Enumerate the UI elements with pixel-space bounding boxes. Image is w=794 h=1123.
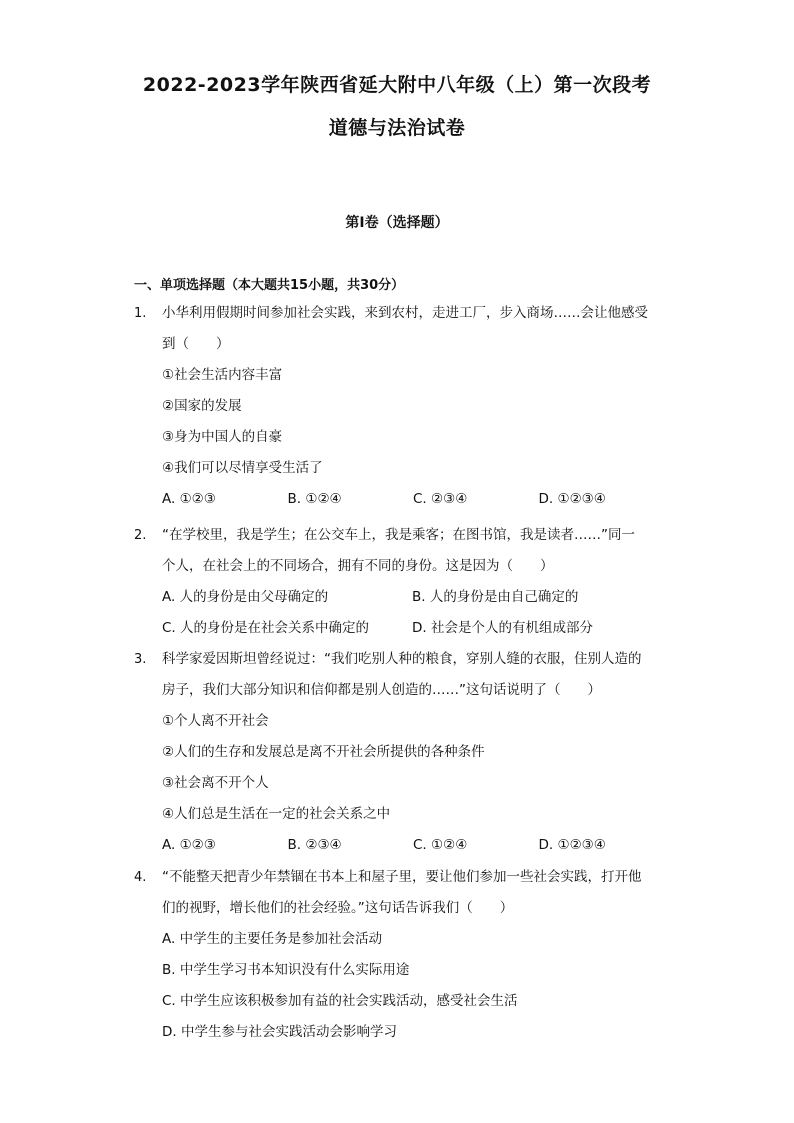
question-stem-line: 到（ ） xyxy=(162,336,230,352)
question-stem-line: 房子，我们大部分知识和信仰都是别人创造的……”这句话说明了（ ） xyxy=(162,682,601,698)
option-c[interactable]: C. ②③④ xyxy=(413,491,468,507)
answer-options xyxy=(162,582,664,613)
option-d[interactable]: D. 社会是个人的有机组成部分 xyxy=(412,620,593,636)
option-b[interactable]: B. 人的身份是由自己确定的 xyxy=(412,589,579,605)
question-number: 3. xyxy=(134,652,147,667)
exam-title: 2022-2023学年陕西省延大附中八年级（上）第一次段考 xyxy=(142,74,652,96)
statement-item: ②人们的生存和发展总是离不开社会所提供的各种条件 xyxy=(162,744,485,760)
statement-item: ③社会离不开个人 xyxy=(162,775,269,791)
statement-item: ②国家的发展 xyxy=(162,398,242,414)
option-b[interactable]: B. ②③④ xyxy=(287,837,342,853)
question-1 xyxy=(134,298,664,515)
answer-options xyxy=(162,830,664,861)
question-stem-line: 个人，在社会上的不同场合，拥有不同的身份。这是因为（ ） xyxy=(162,558,554,574)
exam-subtitle: 道德与法治试卷 xyxy=(328,117,466,139)
option-d[interactable]: D. ①②③④ xyxy=(538,491,606,507)
statement-item: ④我们可以尽情享受生活了 xyxy=(162,460,323,476)
question-stem-line: 小华利用假期时间参加社会实践，来到农村，走进工厂，步入商场……会让他感受 xyxy=(162,305,648,321)
option-c[interactable]: C. ①②④ xyxy=(413,837,468,853)
question-number: 1. xyxy=(134,306,147,321)
statement-item: ①个人离不开社会 xyxy=(162,713,269,729)
question-stem-line: 科学家爱因斯坦曾经说过：“我们吃别人种的粮食，穿别人缝的衣服，住别人造的 xyxy=(162,651,642,667)
question-3 xyxy=(134,644,664,861)
question-number: 4. xyxy=(134,870,147,885)
question-4 xyxy=(134,862,664,1048)
question-stem-line: 们的视野，增长他们的社会经验。”这句话告诉我们（ ） xyxy=(162,900,514,916)
answer-options xyxy=(162,613,664,644)
volume-heading: 第I卷（选择题） xyxy=(345,215,449,231)
section-heading: 一、单项选择题（本大题共15小题，共30分） xyxy=(134,278,405,293)
question-number: 2. xyxy=(134,528,147,543)
option-c[interactable]: C. 人的身份是在社会关系中确定的 xyxy=(162,620,370,636)
question-stem-line: “在学校里，我是学生；在公交车上，我是乘客；在图书馆，我是读者……”同一 xyxy=(162,527,635,543)
option-c[interactable]: C. 中学生应该积极参加有益的社会实践活动，感受社会生活 xyxy=(162,993,518,1009)
statement-item: ④人们总是生活在一定的社会关系之中 xyxy=(162,806,391,822)
option-a[interactable]: A. 人的身份是由父母确定的 xyxy=(162,589,329,605)
option-d[interactable]: D. ①②③④ xyxy=(538,837,606,853)
option-b[interactable]: B. ①②④ xyxy=(287,491,342,507)
option-d[interactable]: D. 中学生参与社会实践活动会影响学习 xyxy=(162,1024,397,1040)
option-a[interactable]: A. ①②③ xyxy=(162,837,216,853)
question-2 xyxy=(134,520,664,644)
question-stem-line: “不能整天把青少年禁锢在书本上和屋子里，要让他们参加一些社会实践，打开他 xyxy=(162,869,642,885)
statement-item: ③身为中国人的自豪 xyxy=(162,429,283,445)
option-a[interactable]: A. ①②③ xyxy=(162,491,216,507)
option-a[interactable]: A. 中学生的主要任务是参加社会活动 xyxy=(162,931,383,947)
option-b[interactable]: B. 中学生学习书本知识没有什么实际用途 xyxy=(162,962,410,978)
statement-item: ①社会生活内容丰富 xyxy=(162,367,283,383)
answer-options xyxy=(162,484,664,515)
